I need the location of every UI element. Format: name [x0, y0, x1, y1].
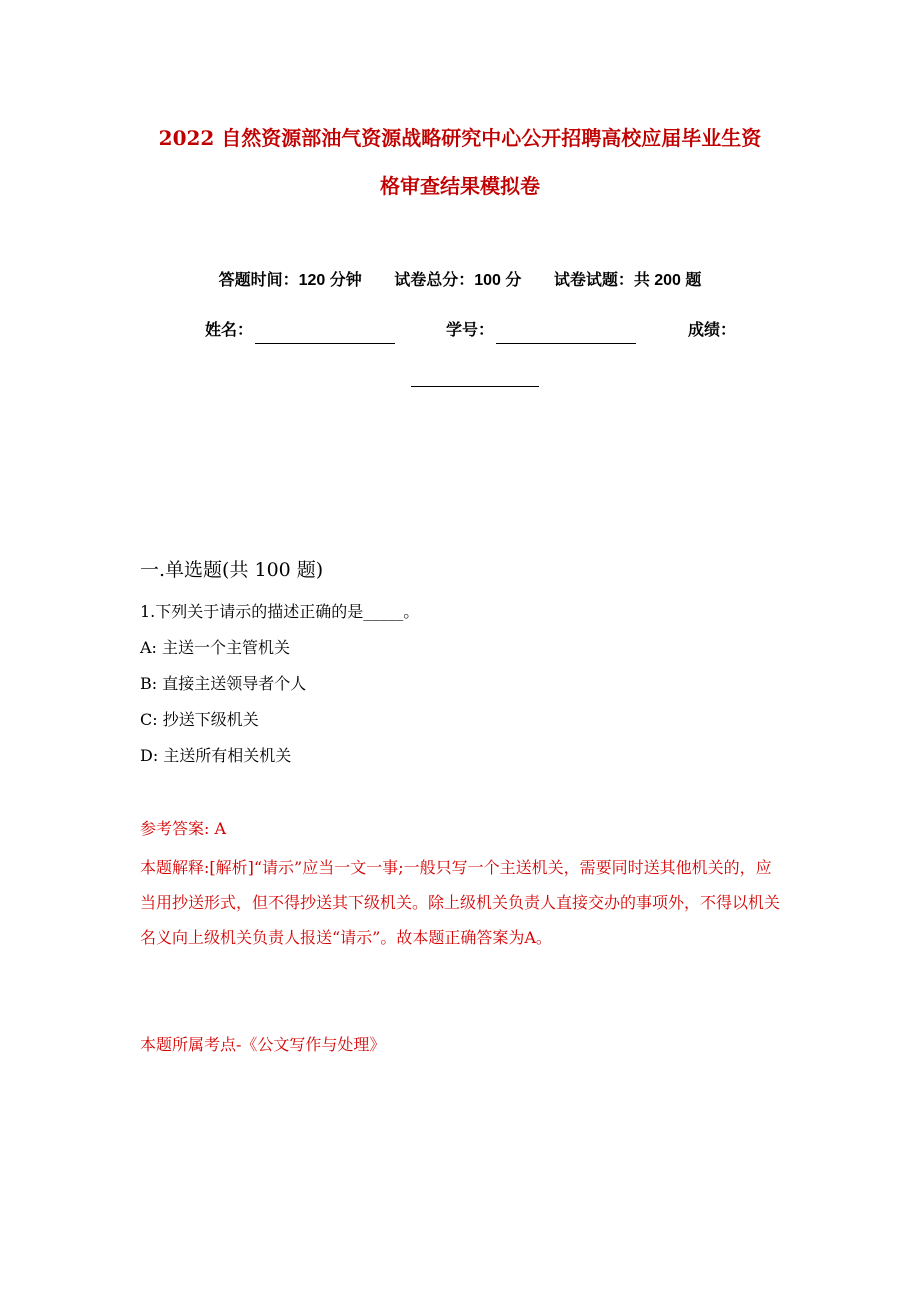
name-field [205, 318, 395, 344]
exam-title-line-1: 2022 自然资源部油气资源战略研究中心公开招聘高校应届毕业生资 [158, 126, 762, 150]
question-stem: 1.下列关于请示的描述正确的是_____。 [140, 602, 420, 621]
score-blank [411, 386, 539, 387]
reference-answer: 参考答案: A [140, 819, 227, 838]
name-label: 姓名： [205, 322, 254, 339]
exam-title-line-2: 格审查结果模拟卷 [380, 174, 540, 198]
exam-total-score: 试卷总分：100 分 [394, 272, 522, 289]
exam-meta [0, 268, 920, 294]
section-title: 一.单选题(共 100 题) [140, 559, 324, 581]
student-id-field [446, 318, 636, 344]
name-blank [255, 325, 395, 344]
option-b: B: 直接主送领导者个人 [140, 674, 307, 693]
option-a: A: 主送一个主管机关 [140, 638, 291, 657]
score-field [688, 318, 736, 344]
exam-question-count: 试卷试题：共 200 题 [553, 272, 702, 289]
answer-explanation: 本题解释:[解析]“请示”应当一文一事;一般只写一个主送机关，需要同时送其他机关的，应当用抄送形式，但不得抄送其下级机关。除上级机关负责人直接交办的事项外，不得以机关名义向上级机关负责人报送“请示”。故本题正确答案为A。 [140, 858, 781, 947]
exam-point: 本题所属考点-《公文写作与处理》 [140, 1035, 386, 1054]
exam-time: 答题时间：120 分钟 [218, 272, 362, 289]
score-label: 成绩： [688, 322, 737, 339]
option-c: C: 抄送下级机关 [140, 710, 259, 729]
student-id-blank [496, 325, 636, 344]
student-id-label: 学号： [446, 322, 495, 339]
option-d: D: 主送所有相关机关 [140, 746, 292, 765]
